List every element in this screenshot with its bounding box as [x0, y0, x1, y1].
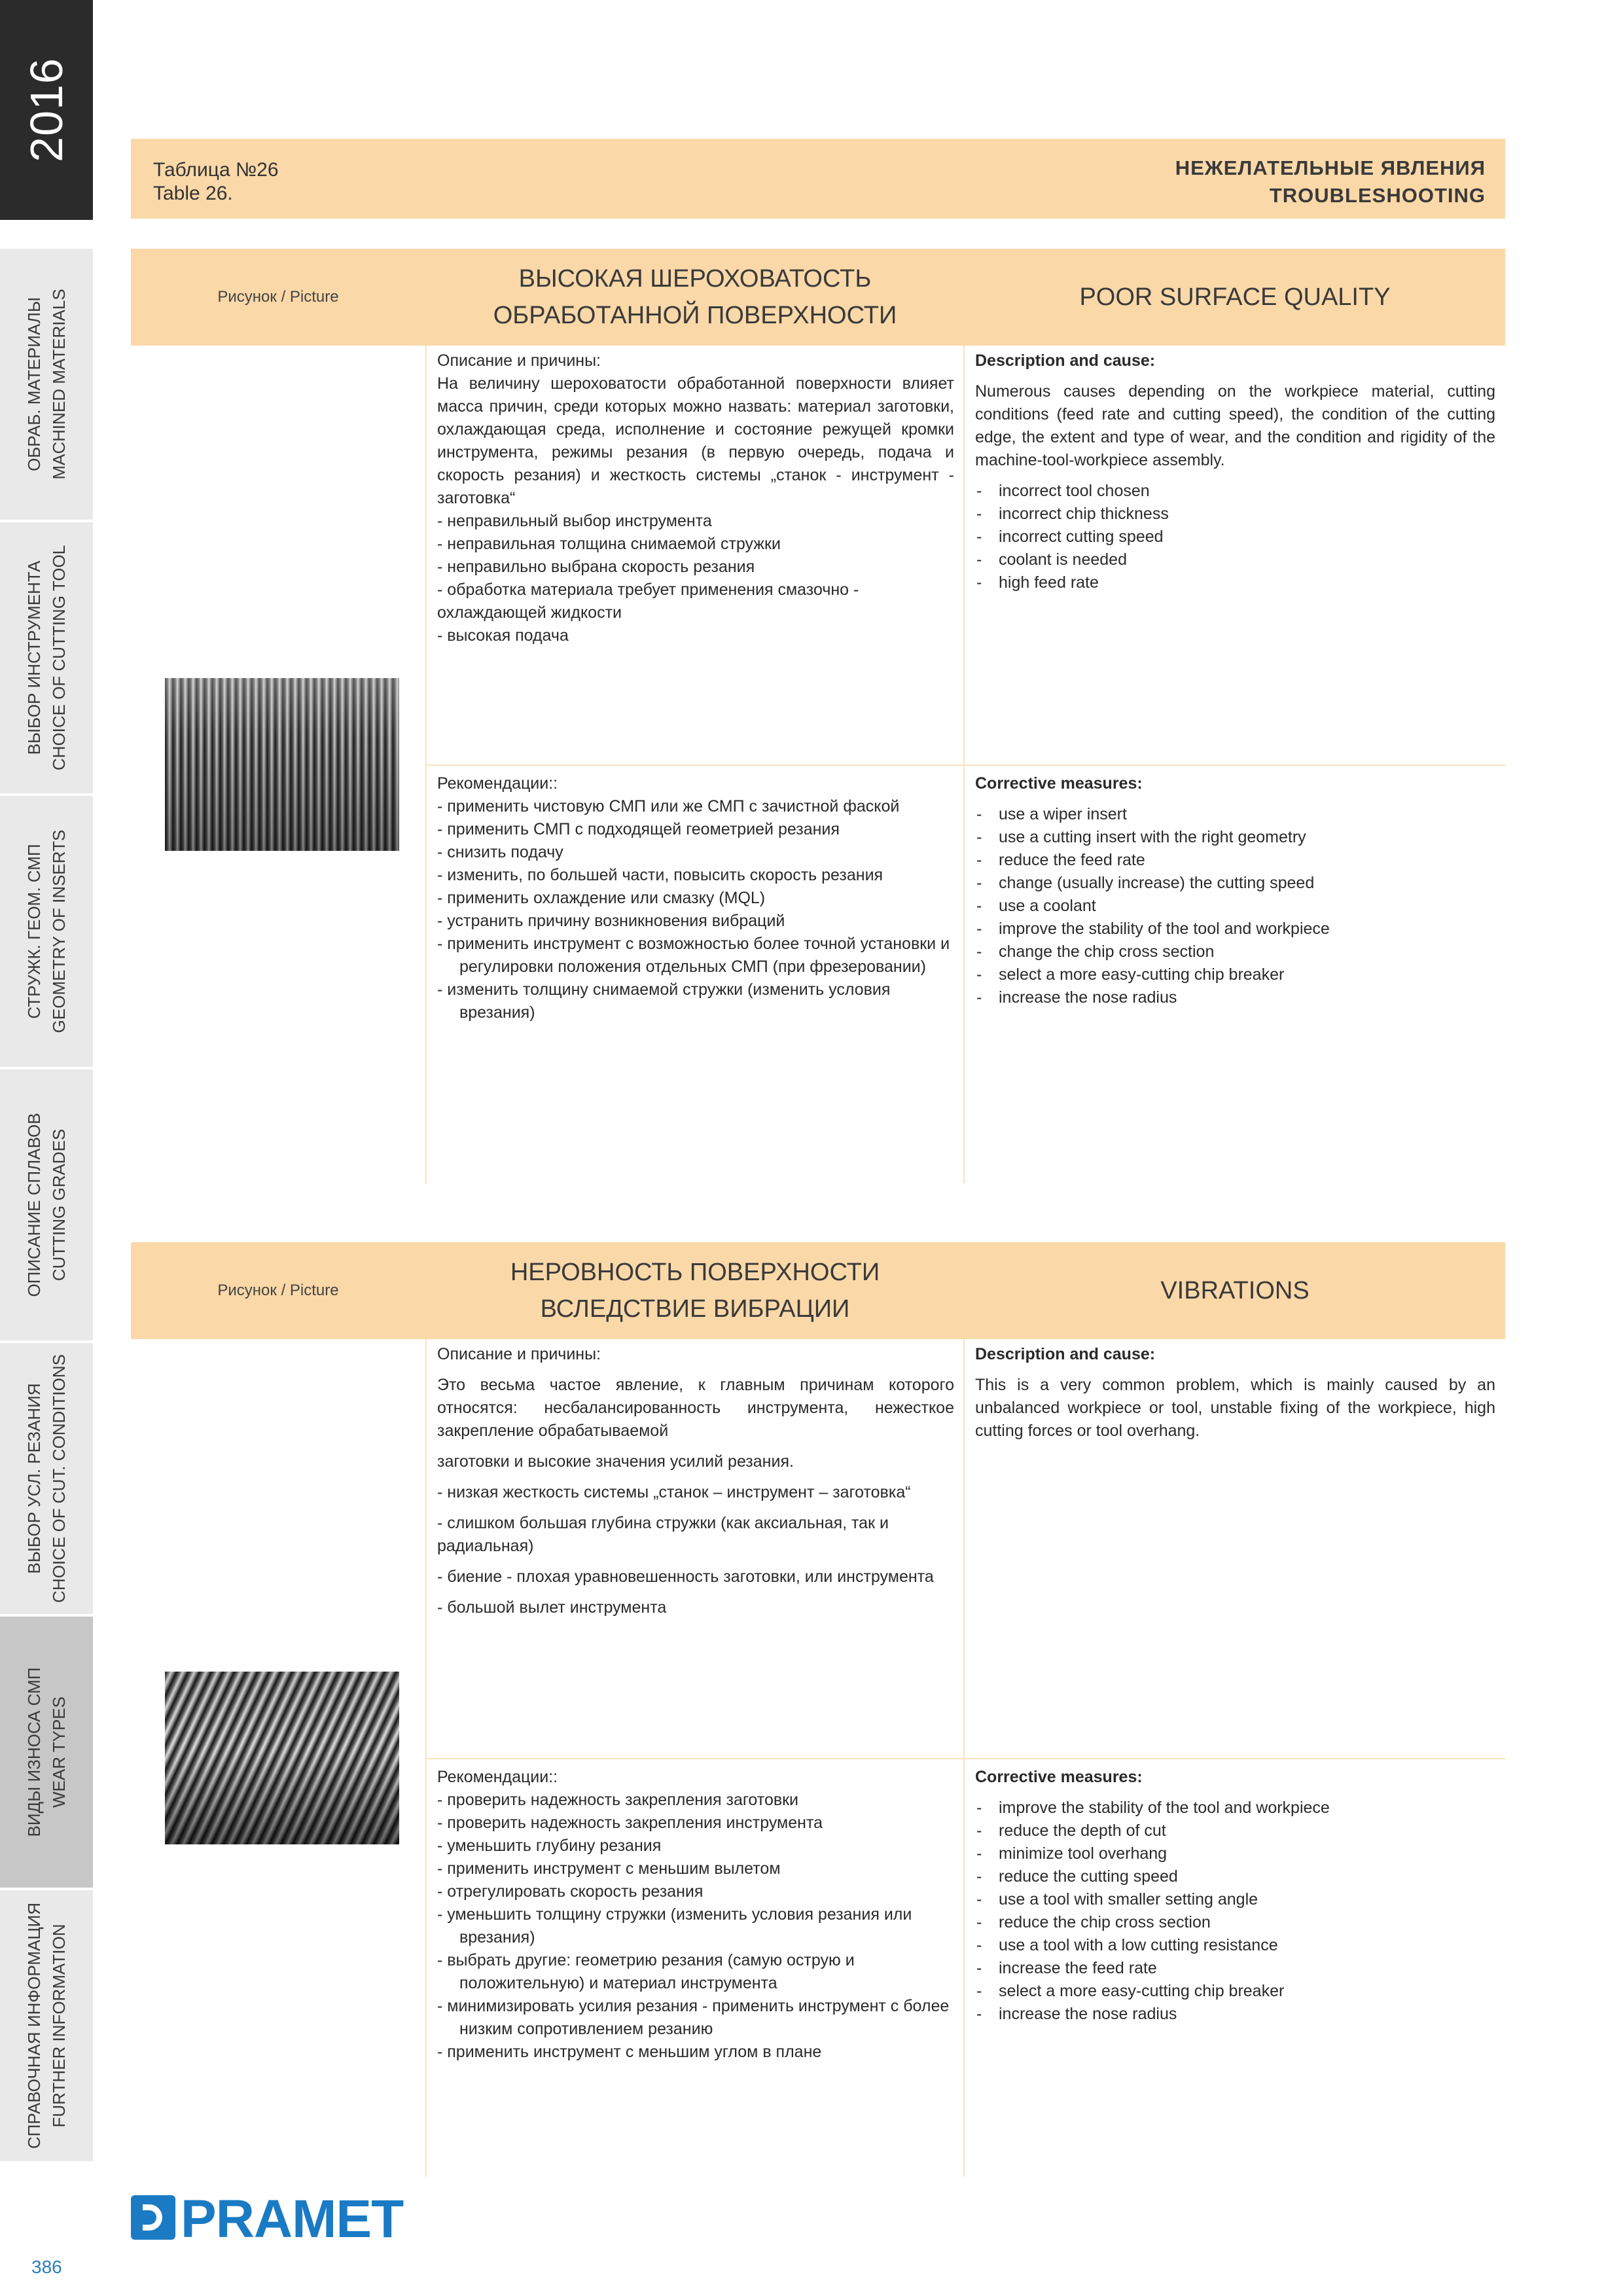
tab-label-ru: ВЫБОР ИНСТРУМЕНТА: [24, 560, 44, 755]
section-title-ru: НЕРОВНОСТЬ ПОВЕРХНОСТИ ВСЛЕДСТВИЕ ВИБРАЦИИ: [510, 1259, 880, 1323]
table-title-en: TROUBLESHOOTING: [1269, 184, 1486, 207]
year-badge: [0, 0, 93, 220]
list-item: - increase the nose radius: [975, 2003, 1495, 2026]
pramet-logo: [131, 2189, 404, 2249]
tab-label-en: MACHINED MATERIALS: [49, 289, 69, 480]
list-item: - incorrect tool chosen: [975, 480, 1495, 503]
list-item: - применить чистовую СМП или же СМП с зачистной фаской: [437, 797, 900, 816]
list-item: - minimize tool overhang: [975, 1842, 1495, 1865]
cause-heading-ru: Описание и причины:: [437, 1345, 601, 1363]
list-item: - неправильная толщина снимаемой стружки: [437, 535, 781, 553]
measures-heading-ru: Рекомендации::: [437, 774, 558, 793]
list-item: - применить СМП с подходящей геометрией резания: [437, 820, 840, 838]
cause-heading-ru: Описание и причины:: [437, 351, 601, 370]
list-item: - use a cutting insert with the right geometry: [975, 826, 1495, 849]
list-item: - increase the feed rate: [975, 1957, 1495, 1980]
list-item: - биение - плохая уравновешенность заготовки, или инструмента: [437, 1568, 934, 1586]
cause-en: [975, 1343, 1495, 1443]
cause-heading-en: Description and cause:: [975, 351, 1156, 370]
tab-label-ru: СПРАВОЧНАЯ ИНФОРМАЦИЯ: [24, 1902, 44, 2149]
tab-label-ru: ВИДЫ ИЗНОСА СМП: [24, 1667, 44, 1837]
list-item: - improve the stability of the tool and workpiece: [975, 1797, 1495, 1820]
pramet-logo-icon: [131, 2195, 175, 2240]
list-item: - проверить надежность закрепления инструмента: [437, 1814, 823, 1832]
cause-text-en: This is a very common problem, which is mainly caused by an unbalanced workpiece or tool, unstable fixing of the workpiece, high cutting forces or tool overhang.: [975, 1376, 1495, 1440]
table-number-en: Table 26.: [153, 183, 233, 204]
list-item: - применить инструмент с меньшим углом в плане: [437, 2043, 822, 2061]
page-number: 386: [31, 2257, 62, 2277]
list-item: заготовки и высокие значения усилий резания.: [437, 1452, 794, 1471]
tab-label-ru: ОБРАБ. МАТЕРИАЛЫ: [24, 297, 44, 471]
measures-ru: [437, 772, 954, 1024]
list-item: - низкая жесткость системы „станок – инструмент – заготовка“: [437, 1483, 911, 1501]
list-item: - устранить причину возникновения вибраций: [437, 912, 785, 930]
list-item: - select a more easy-cutting chip breaker: [975, 963, 1495, 986]
measures-heading-ru: Рекомендации::: [437, 1768, 558, 1786]
list-item: - select a more easy-cutting chip breaker: [975, 1980, 1495, 2003]
list-item: - применить инструмент с возможностью более точной установки и регулировки положения отдельных СМП (при фрезеровании): [437, 935, 950, 976]
list-item: - отрегулировать скорость резания: [437, 1882, 704, 1901]
tab-label-en: GEOMETRY OF INSERTS: [49, 829, 69, 1033]
section-vibrations: [131, 1242, 1505, 2177]
list-item: - применить инструмент с меньшим вылетом: [437, 1859, 781, 1878]
cause-ru: [437, 1343, 954, 1627]
list-item: - неправильно выбрана скорость резания: [437, 558, 755, 576]
list-item: - coolant is needed: [975, 548, 1495, 571]
tab-label-en: CHOICE OF CUTTING TOOL: [49, 545, 69, 771]
vibrations-photo: [165, 1672, 399, 1844]
list-item: - incorrect cutting speed: [975, 526, 1495, 548]
tab-label-en: WEAR TYPES: [49, 1696, 69, 1808]
sidebar: [0, 0, 93, 2296]
list-item: - выбрать другие: геометрию резания (самую острую и положительную) и материал инструмента: [437, 1951, 855, 1992]
list-item: - high feed rate: [975, 571, 1495, 594]
list-item: - изменить, по большей части, повысить скорость резания: [437, 866, 883, 884]
list-item: - improve the stability of the tool and workpiece: [975, 918, 1495, 941]
list-item: - минимизировать усилия резания - применить инструмент с более низким сопротивлением резанию: [437, 1997, 950, 2038]
list-item: - высокая подача: [437, 626, 569, 645]
list-item: - уменьшить глубину резания: [437, 1837, 662, 1855]
list-item: - change (usually increase) the cutting speed: [975, 872, 1495, 895]
sidebar-tab-further-information[interactable]: [0, 1890, 93, 2161]
picture-label: Рисунок / Picture: [217, 1282, 339, 1299]
list-item: - слишком большая глубина стружки (как аксиальная, так и радиальная): [437, 1514, 889, 1555]
section-title-en: POOR SURFACE QUALITY: [1079, 283, 1391, 311]
list-item: - change the chip cross section: [975, 941, 1495, 963]
section-title-ru: ВЫСОКАЯ ШЕРОХОВАТОСТЬ ОБРАБОТАННОЙ ПОВЕРХНОСТИ: [493, 265, 897, 329]
cause-text-ru: На величину шероховатости обработанной поверхности влияет масса причин, среди которых можно назвать: материал заготовки, охлаждающая среда, исполнение и состояние режущей кромки инструмента, режимы резания (в первую очередь, подача и скорость резания) и жесткость системы „станок - инструмент - заготовка“: [437, 374, 954, 507]
list-item: - большой вылет инструмента: [437, 1598, 667, 1617]
list-item: - incorrect chip thickness: [975, 503, 1495, 526]
list-item: - уменьшить толщину стружки (изменить условия резания или врезания): [437, 1905, 912, 1946]
list-item: - reduce the cutting speed: [975, 1865, 1495, 1888]
section-poor-surface-quality: [131, 249, 1505, 1183]
surface-quality-photo: [165, 678, 399, 851]
list-item: - изменить толщину снимаемой стружки (изменить условия врезания): [437, 980, 891, 1022]
picture-label: Рисунок / Picture: [217, 288, 339, 306]
year-text: 2016: [21, 58, 72, 162]
cause-en: [975, 350, 1495, 594]
tab-label-ru: ОПИСАНИЕ СПЛАВОВ: [24, 1113, 44, 1297]
sidebar-tab-geometry[interactable]: [0, 796, 93, 1067]
list-item: - use a tool with smaller setting angle: [975, 1888, 1495, 1911]
logo-text: PRAMET: [181, 2189, 404, 2249]
measures-heading-en: Corrective measures:: [975, 1768, 1143, 1786]
row-divider: [427, 1758, 1505, 1759]
list-item: - reduce the depth of cut: [975, 1820, 1495, 1842]
cause-ru: [437, 350, 954, 647]
list-item: - use a tool with a low cutting resistance: [975, 1934, 1495, 1957]
tab-label-en: FURTHER INFORMATION: [49, 1924, 69, 2128]
cause-heading-en: Description and cause:: [975, 1345, 1156, 1363]
measures-en: [975, 1766, 1495, 2026]
table-header: [131, 139, 1505, 219]
measures-heading-en: Corrective measures:: [975, 774, 1143, 793]
list-item: - обработка материала требует применения смазочно - охлаждающей жидкости: [437, 581, 859, 622]
list-item: - применить охлаждение или смазку (MQL): [437, 889, 766, 907]
sidebar-tab-cutting-tool[interactable]: [0, 522, 93, 793]
sidebar-tab-cutting-conditions[interactable]: [0, 1343, 93, 1614]
tab-label-ru: СТРУЖК. ГЕОМ. СМП: [24, 844, 44, 1019]
tab-label-en: CUTTING GRADES: [49, 1128, 69, 1282]
table-title-ru: НЕЖЕЛАТЕЛЬНЫЕ ЯВЛЕНИЯ: [1175, 156, 1486, 179]
section-header: [131, 1242, 1505, 1339]
sidebar-tab-wear-types[interactable]: [0, 1617, 93, 1888]
sidebar-tab-machined-materials[interactable]: [0, 249, 93, 520]
list-item: - reduce the chip cross section: [975, 1911, 1495, 1934]
list-item: - неправильный выбор инструмента: [437, 512, 712, 530]
list-item: - use a coolant: [975, 895, 1495, 918]
tab-label-ru: ВЫБОР УСЛ. РЕЗАНИЯ: [24, 1383, 44, 1574]
list-item: - reduce the feed rate: [975, 849, 1495, 872]
table-number-ru: Таблица №26: [153, 159, 279, 181]
list-item: - проверить надежность закрепления заготовки: [437, 1791, 799, 1809]
cause-text-en: Numerous causes depending on the workpiece material, cutting conditions (feed rate and cutting speed), the condition of the cutting edge, the extent and type of wear, and the condition and rigidity of the machine-tool-workpiece assembly.: [975, 382, 1495, 469]
measures-en: [975, 772, 1495, 1009]
cause-text-ru: Это весьма частое явление, к главным причинам которого относятся: несбалансированность инструмента, нежесткое закрепление обрабатываемой: [437, 1376, 954, 1440]
list-item: - use a wiper insert: [975, 803, 1495, 826]
section-title-en: VIBRATIONS: [1160, 1276, 1310, 1304]
list-item: - снизить подачу: [437, 843, 563, 861]
list-item: - increase the nose radius: [975, 986, 1495, 1009]
row-divider: [427, 764, 1505, 766]
measures-ru: [437, 1766, 954, 2064]
section-header: [131, 249, 1505, 346]
tab-label-en: CHOICE OF CUT. CONDITIONS: [49, 1354, 69, 1603]
sidebar-tab-cutting-grades[interactable]: [0, 1069, 93, 1340]
